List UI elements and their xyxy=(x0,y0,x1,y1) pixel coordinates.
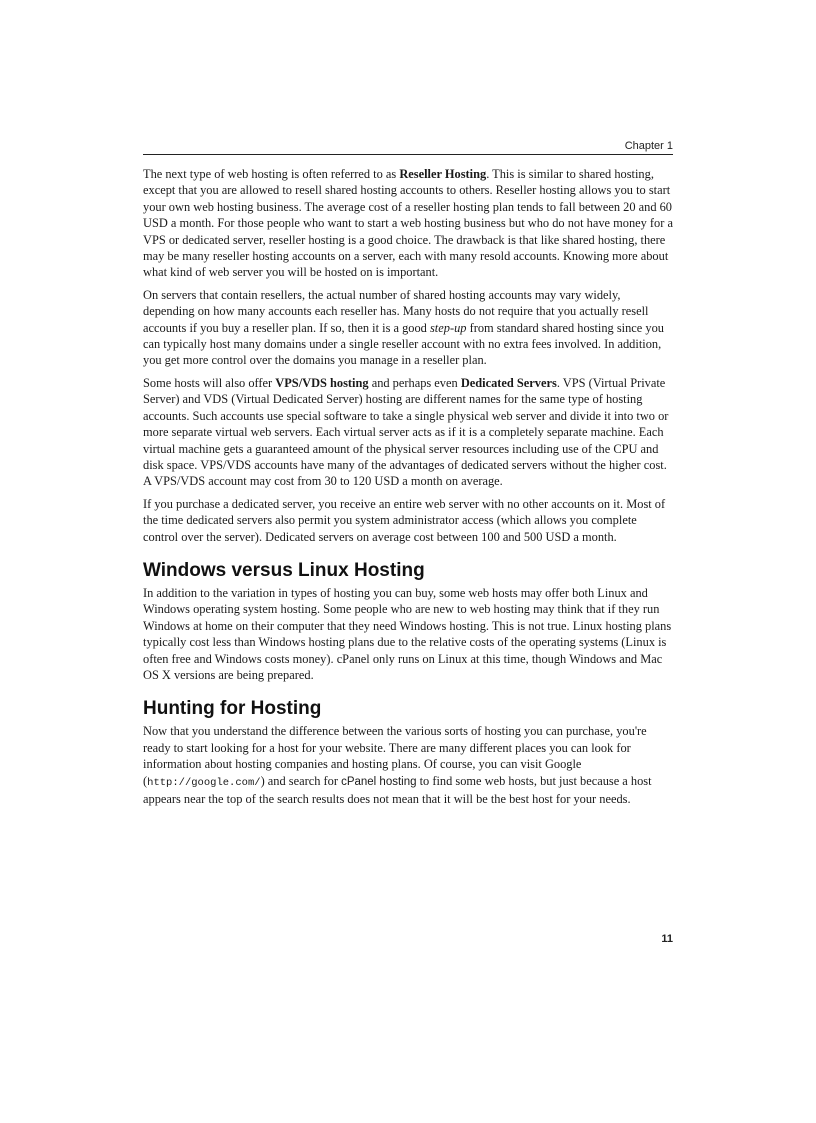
text-run: to find some web hosts, but just because a host appears near the top of the search results does not mean that it will be the best host for your needs. xyxy=(143,773,652,806)
text-run: . This is similar to shared hosting, except that you are allowed to resell shared hosting accounts to others. Reseller hosting allows you to start your own web hosting business. The average cost of a reseller hosting plan tends to fall between 20 and 60 USD a month. For those people who want to start a web hosting business but who do not have money for a VPS or dedicated server, reseller hosting is a good choice. The drawback is that like shared hosting, there may be many reseller hosting accounts on a server, each with many resold accounts. Knowing more about what kind of web server you will be hosted on is important. xyxy=(143,167,673,280)
paragraph-dedicated-server: If you purchase a dedicated server, you receive an entire web server with no other accounts on it. Most of the time dedicated servers also permit you system administrator access (which allows you complete control over the server). Dedicated servers on average cost between 100 and 500 USD a month. xyxy=(143,496,666,544)
text-run: from standard shared hosting since you can typically host many domains under a single reseller account with no extra fees involved. In addition, you get more control over the domains you manage in a reseller plan. xyxy=(143,320,664,368)
bold-term-reseller-hosting: Reseller Hosting xyxy=(399,167,487,181)
italic-term-step-up: step-up xyxy=(429,320,467,335)
text-run: Now that you understand the difference between the various sorts of hosting you can purchase, you're ready to start looking for a host for your website. There are many different places you can look for information about hosting companies and hosting plans. Of course, you can visit Google ( xyxy=(143,724,647,788)
paragraph-vps-vds xyxy=(143,375,674,490)
paragraph-windows-linux: In addition to the variation in types of hosting you can buy, some web hosts may offer both Linux and Windows operating system hosting. Some people who are new to web hosting may think that if they run Windows at home on their computer that they need Windows hosting. This is not true. Linux hosting plans typically cost less than Windows hosting plans due to the relative costs of the operating systems (Linux is often free and Windows costs money). cPanel only runs on Linux at this time, though Windows and Mac OS X versions are being prepared. xyxy=(143,585,672,682)
heading-hunting-for-hosting: Hunting for Hosting xyxy=(143,698,322,720)
search-term-cpanel-hosting: cPanel hosting xyxy=(341,775,417,788)
page-body xyxy=(143,166,674,813)
text-run: and perhaps even xyxy=(368,375,461,390)
header-rule xyxy=(143,154,673,155)
chapter-label: Chapter 1 xyxy=(624,140,673,152)
bold-term-dedicated-servers: Dedicated Servers xyxy=(460,375,557,390)
text-run: . VPS (Virtual Private Server) and VDS (Virtual Dedicated Server) hosting are different names for the same type of hosting accounts. Such accounts use special software to take a single physical web server and divide it into two or more separate virtual web servers. Each virtual server acts as if it is a completely separate machine. Each virtual machine gets a guaranteed amount of the physical server resources including use of the CPU and disk space. VPS/VDS accounts have many of the advantages of dedicated servers without the higher cost. A VPS/VDS account may cost from 30 to 120 USD a month on average. xyxy=(143,375,669,489)
bold-term-vps-vds-hosting: VPS/VDS hosting xyxy=(275,375,369,390)
text-run: The next type of web hosting is often referred to as xyxy=(143,167,400,181)
text-run: On servers that contain resellers, the actual number of shared hosting accounts may vary widely, depending on how many accounts each reseller has. Many hosts do not require that you actually resell accounts if you buy a reseller plan. If so, then it is a good xyxy=(143,287,649,335)
paragraph-reseller-hosting xyxy=(143,166,674,281)
url-google: http://google.com/ xyxy=(147,776,261,789)
text-run: Some hosts will also offer xyxy=(143,375,276,390)
paragraph-resellers-servers xyxy=(143,287,674,369)
paragraph-hunting xyxy=(143,723,674,807)
text-run: ) and search for xyxy=(260,773,342,788)
heading-windows-vs-linux: Windows versus Linux Hosting xyxy=(143,559,425,581)
page-number: 11 xyxy=(661,933,673,945)
